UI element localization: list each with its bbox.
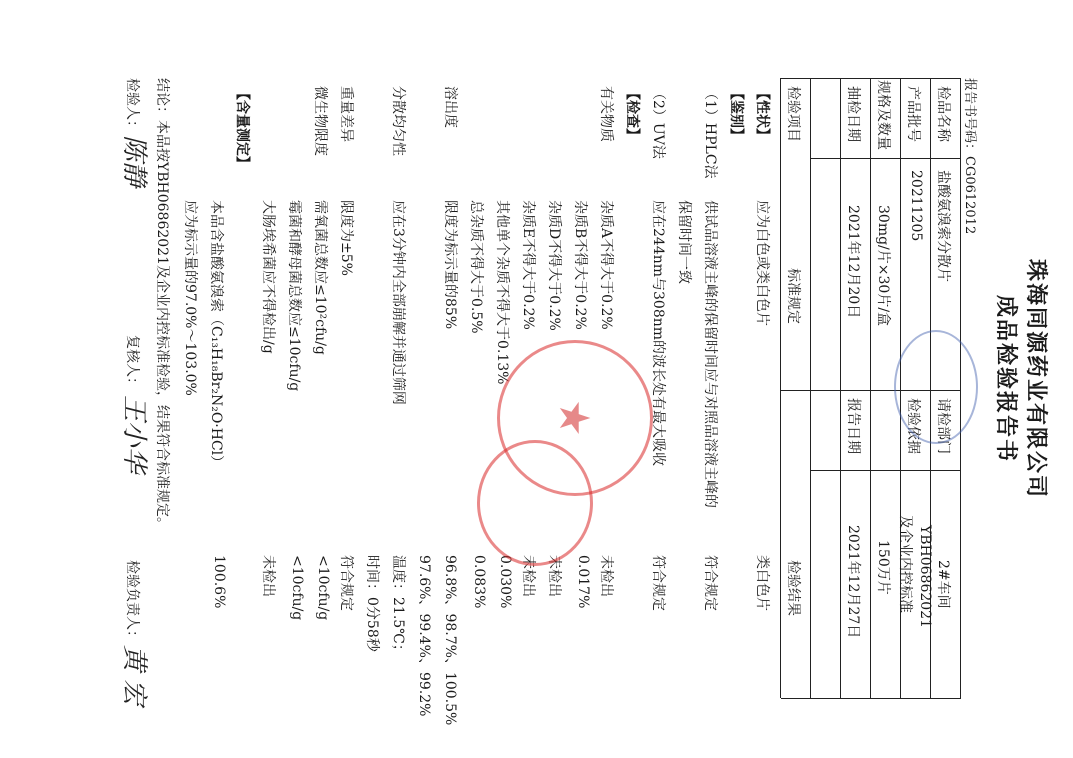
row-standard: 总杂质不得大于0.5% [468,200,484,334]
batch-value: 20211205 [908,170,924,242]
row-standard: 杂质B不得大于0.2% [572,200,588,330]
qty-value: 150万片 [875,540,891,595]
basis-value-1: YBH06862021 [917,525,933,628]
row-standard: 其他单个杂质不得大于0.13% [494,200,510,385]
basis-value-2: 及企业内控标准 [897,515,913,613]
row-item: 重量差异 [338,86,354,142]
manager-signature: 黄 宏 [119,645,149,706]
row-result: 0.030% [497,555,513,609]
product-value: 盐酸氨溴索分散片 [935,170,951,282]
row-item: 溶出度 [442,86,458,128]
row-standard: 供试品溶液主峰的保留时间应与对照品溶液主峰的 [702,200,718,508]
red-quality-seal: ★ [497,340,653,496]
row-result: 0.017% [575,555,591,609]
row-result: <10cfu/g [315,555,331,621]
row-item: 【鉴别】 [728,86,744,142]
conclusion-text: 结论：本品按YBH06862021及企业内控标准检验，结果符合标准规定。 [154,78,170,531]
reviewer-label: 复核人： [124,335,140,391]
row-item: 微生物限度 [312,86,328,156]
col-item-header: 检验项目 [785,86,801,142]
row-standard: 杂质A不得大于0.2% [598,200,614,330]
row-standard: 应为白色或类白色片 [754,200,770,326]
row-result: 未检出 [546,555,562,597]
spec-label: 规格及数量 [875,80,891,150]
row-result: 96.8%、98.7%、100.5% [442,555,458,726]
row-result: 未检出 [260,555,276,597]
inspector-label: 检验人： [124,78,140,134]
row-item: 分散均匀性 [390,86,406,156]
row-result: 未检出 [520,555,536,597]
sample-date-value: 2021年12月20日 [845,205,861,319]
row-standard: 保留时间一致 [676,200,692,284]
row-item: （2）UV法 [650,86,666,159]
product-label: 检品名称 [935,86,951,142]
row-result: 未检出 [598,555,614,597]
report-date-label: 报告日期 [845,398,861,454]
inspector-signature: 陈静 [119,135,149,188]
row-standard: 需氧菌总数应≤10²cfu/g [312,200,328,355]
row-standard: 杂质D不得大于0.2% [546,200,562,331]
col-standard-header: 标准规定 [785,268,801,324]
blue-seal [894,330,978,444]
sample-date-label: 抽检日期 [845,86,861,142]
report-date-value: 2021年12月27日 [845,525,861,639]
row-result: 符合规定 [338,555,354,611]
row-result: 温度：21.5℃； [390,555,406,658]
red-inspection-seal [477,440,593,566]
row-item: 【含量测定】 [234,86,250,170]
row-standard: 霉菌和酵母菌总数应≤10cfu/g [286,200,302,392]
spec-value: 30mg/片×30片/盒 [875,205,891,327]
reviewer-signature: 王小华 [119,395,149,474]
row-result: 类白色片 [754,555,770,611]
row-standard: 大肠埃希菌应不得检出/g [260,200,276,354]
row-item: 【性状】 [754,86,770,142]
row-standard: 杂质E不得大于0.2% [520,200,536,330]
row-standard: 限度为±5% [338,200,354,276]
row-item: 【检查】 [624,86,640,142]
row-item: （1）HPLC法 [702,86,718,179]
row-result: 0.083% [471,555,487,609]
manager-label: 检验负责人： [124,560,140,644]
report-number: 报告书号码：CG0612012 [962,78,977,235]
col-result-header: 检验结果 [785,560,801,616]
row-result: 符合规定 [650,555,666,611]
row-result: 符合规定 [702,555,718,611]
row-item: 有关物质 [598,86,614,142]
row-standard: 限度为标示量的85% [442,200,458,330]
batch-label: 产品批号 [905,86,921,142]
submit-value: 2#车间 [935,560,951,609]
row-result: 97.6%、99.4%、99.2% [416,555,432,717]
company-name: 珠海同源药业有限公司 [1023,258,1049,499]
row-standard: 应为标示量的97.0%～103.0% [182,200,198,396]
row-result: 时间：0分58秒 [364,555,380,652]
report-title: 成品检验报告书 [993,294,1019,463]
row-standard: 本品含盐酸氨溴索（C₁₃H₁₈Br₂N₂O·HCl） [208,200,224,470]
submit-label: 请检部门 [935,398,951,454]
row-result: 100.6% [211,555,227,609]
row-standard: 应在3分钟内全部崩解并通过筛网 [390,200,406,405]
basis-label: 检验依据 [905,398,921,454]
row-standard: 应在244nm与308nm的波长处有最大吸收 [650,200,666,467]
row-result: <10cfu/g [289,555,305,621]
